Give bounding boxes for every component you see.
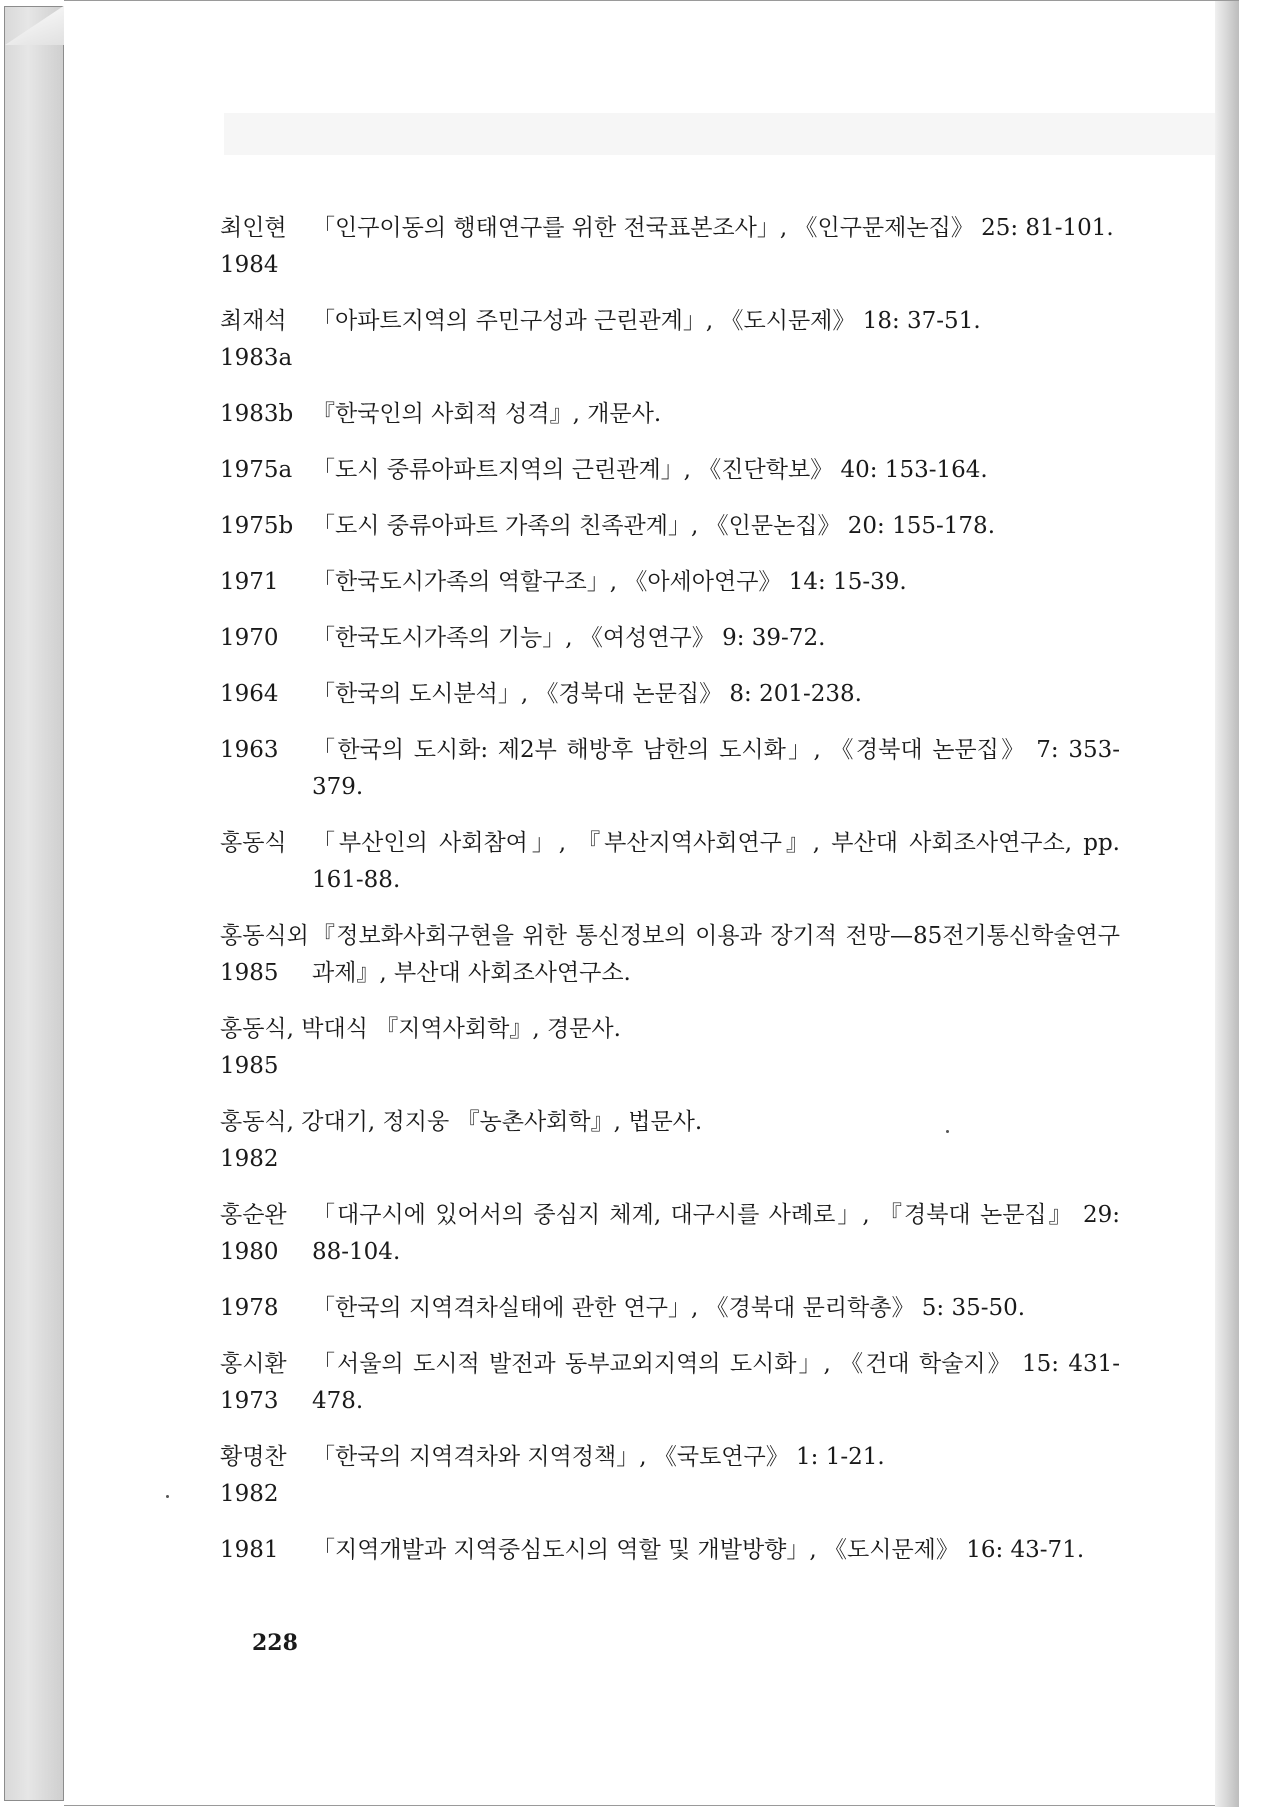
reference-author: 홍동식, 강대기, 정지웅 <box>220 1109 450 1135</box>
reference-text: 「한국의 지역격차와 지역정책」, 《국토연구》 1: 1-21. <box>312 1444 885 1470</box>
reference-year: 1982 <box>220 1481 279 1507</box>
reference-author: 홍동식 <box>220 830 287 856</box>
reference-entry <box>220 1197 1120 1271</box>
page-number: 228 <box>252 1630 298 1656</box>
reference-text: 「한국도시가족의 기능」, 《여성연구》 9: 39-72. <box>312 625 826 651</box>
reference-author: 황명찬 <box>220 1444 287 1470</box>
reference-year: 1975b <box>220 513 294 539</box>
reference-text: 『한국인의 사회적 성격』, 개문사. <box>312 401 662 427</box>
reference-text: 「아파트지역의 주민구성과 근린관계」, 《도시문제》 18: 37-51. <box>312 308 981 334</box>
reference-author: 홍동식, 박대식 <box>220 1016 368 1042</box>
reference-entry <box>220 1532 1120 1569</box>
reference-text: 『정보화사회구현을 위한 통신정보의 이용과 장기적 전망—85전기통신학술연구과제』, 부산대 사회조사연구소. <box>312 923 1120 986</box>
reference-text: 「한국의 도시분석」, 《경북대 논문집》 8: 201-238. <box>312 681 862 707</box>
reference-year: 1981 <box>220 1537 279 1563</box>
reference-year: 1983a <box>220 345 293 371</box>
reference-author: 최재석 <box>220 308 287 334</box>
reference-year: 1983b <box>220 401 294 427</box>
reference-text: 『지역사회학』, 경문사. <box>375 1016 621 1042</box>
reference-entry <box>220 732 1120 806</box>
reference-author: 홍시환 <box>220 1351 287 1377</box>
reference-text: 「한국의 지역격차실태에 관한 연구」, 《경북대 문리학총》 5: 35-50. <box>312 1295 1026 1321</box>
reference-year: 1980 <box>220 1239 279 1265</box>
reference-text: 「한국도시가족의 역할구조」, 《아세아연구》 14: 15-39. <box>312 569 907 595</box>
reference-year: 1963 <box>220 737 279 763</box>
reference-text: 「서울의 도시적 발전과 동부교외지역의 도시화」, 《건대 학술지》 15: 431-478. <box>312 1351 1120 1414</box>
reference-entry <box>220 1346 1120 1420</box>
reference-entry <box>220 303 1120 377</box>
reference-year: 1973 <box>220 1388 279 1414</box>
page-stack-edge <box>4 6 64 1801</box>
reference-author: 홍동식외 <box>220 923 309 949</box>
reference-entry <box>220 508 1120 545</box>
reference-text: 「지역개발과 지역중심도시의 역할 및 개발방향」, 《도시문제》 16: 43-71. <box>312 1537 1085 1563</box>
scan-speck <box>166 1495 169 1498</box>
reference-text: 「도시 중류아파트 가족의 친족관계」, 《인문논집》 20: 155-178. <box>312 513 995 539</box>
reference-entry <box>220 676 1120 713</box>
reference-year: 1978 <box>220 1295 279 1321</box>
reference-entry <box>220 564 1120 601</box>
reference-year: 1975a <box>220 457 293 483</box>
reference-entry <box>220 396 1120 433</box>
reference-text: 『농촌사회학』, 법문사. <box>456 1109 703 1135</box>
header-band <box>224 113 1234 155</box>
reference-entry <box>220 1104 1120 1178</box>
reference-year: 1985 <box>220 960 279 986</box>
reference-entry <box>220 452 1120 489</box>
reference-text: 「부산인의 사회참여」, 『부산지역사회연구』, 부산대 사회조사연구소, pp. 161-88. <box>312 830 1120 893</box>
reference-author: 홍순완 <box>220 1202 287 1228</box>
scan-speck <box>946 1130 949 1133</box>
reference-entry <box>220 210 1120 284</box>
reference-entry <box>220 1290 1120 1327</box>
reference-entry <box>220 918 1120 992</box>
reference-year: 1964 <box>220 681 279 707</box>
reference-entry <box>220 1439 1120 1513</box>
reference-author: 최인현 <box>220 215 287 241</box>
reference-text: 「한국의 도시화: 제2부 해방후 남한의 도시화」, 《경북대 논문집》 7: 353-379. <box>312 737 1120 800</box>
reference-year: 1982 <box>220 1146 279 1172</box>
reference-text: 「도시 중류아파트지역의 근린관계」, 《진단학보》 40: 153-164. <box>312 457 988 483</box>
reference-year: 1985 <box>220 1053 279 1079</box>
reference-year: 1971 <box>220 569 279 595</box>
reference-text: 「대구시에 있어서의 중심지 체계, 대구시를 사례로」, 『경북대 논문집』 29: 88-104. <box>312 1202 1120 1265</box>
reference-list <box>220 210 1120 1588</box>
reference-entry <box>220 1011 1120 1085</box>
reference-text: 「인구이동의 행태연구를 위한 전국표본조사」, 《인구문제논집》 25: 81-101. <box>312 215 1114 241</box>
reference-entry <box>220 825 1120 899</box>
reference-year: 1970 <box>220 625 279 651</box>
page-shadow <box>1215 1 1239 1807</box>
reference-entry <box>220 620 1120 657</box>
reference-year: 1984 <box>220 252 279 278</box>
